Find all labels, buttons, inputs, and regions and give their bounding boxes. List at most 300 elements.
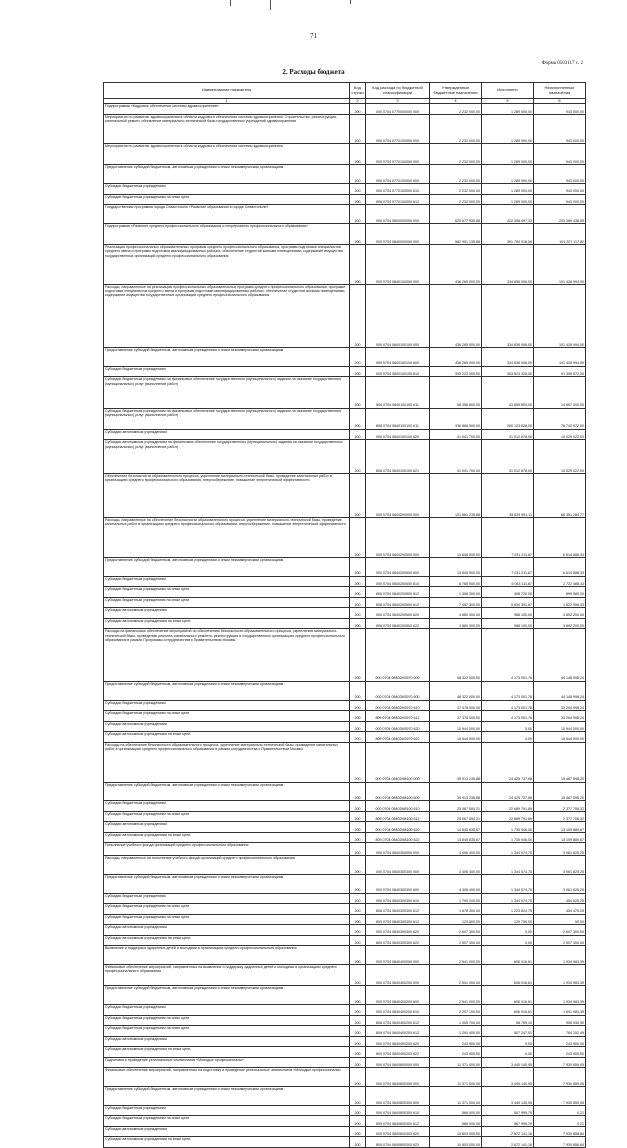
row-approved: 1 678 300,00 [430, 904, 482, 915]
row-code: 200 [350, 986, 366, 1005]
row-unexecuted: 243 900,00 [534, 1047, 586, 1058]
row-classification: 806 0704 0840100100 611 [366, 377, 430, 409]
row-unexecuted: 943 000,00 [534, 194, 586, 205]
row-name: Субсидии бюджетным учреждениям на иные цели [104, 1026, 350, 1037]
row-executed: 334 836 006,00 [482, 244, 534, 284]
row-code: 200 [350, 1015, 366, 1026]
row-unexecuted: 15 487 598,20 [534, 742, 586, 782]
row-name: Субсидии автономным учреждениям [104, 608, 350, 619]
table-row [104, 517, 586, 557]
table-row [104, 1005, 586, 1016]
row-executed: 35 629 951,11 [482, 473, 534, 517]
row-classification: 000 0704 0840000000 000 [366, 223, 430, 244]
row-approved: 2 232 000,00 [430, 114, 482, 143]
row-unexecuted: 0,21 [534, 1116, 586, 1127]
row-unexecuted: 1 934 983,39 [534, 965, 586, 986]
row-unexecuted: 10 029 022,00 [534, 429, 586, 440]
row-approved: 4 880 300,00 [430, 608, 482, 619]
table-row [104, 1015, 586, 1026]
row-approved: 14 845 835,67 [430, 822, 482, 833]
row-approved: 25 067 500,21 [430, 811, 482, 822]
table-row [104, 782, 586, 801]
table-row [104, 347, 586, 366]
row-code: 200 [350, 284, 366, 347]
section-title: 2. Расходы бюджета [282, 68, 345, 76]
row-name: Субсидии автономным учреждениям [104, 429, 350, 440]
table-row [104, 874, 586, 893]
row-approved: 10 944 000,00 [430, 721, 482, 732]
row-executed: 31 012 678,00 [482, 440, 534, 474]
table-row [104, 629, 586, 682]
row-code: 200 [350, 1086, 366, 1105]
row-unexecuted: 2 607 300,00 [534, 935, 586, 946]
row-unexecuted: 943 000,00 [534, 144, 586, 165]
table-row [104, 1126, 586, 1137]
row-approved: 2 541 000,00 [430, 965, 482, 986]
row-name: Субсидии бюджетным учреждениям на финансовое обеспечение государственного (муниципального) задания на оказание государственных (муниципальных) услуг (выполнение работ) [104, 377, 350, 409]
row-executed: 4 173 001,76 [482, 629, 534, 682]
row-name: Субсидии бюджетным учреждениям на иные цели [104, 597, 350, 608]
row-approved: 568 000,00 [430, 1105, 482, 1116]
row-code: 200 [350, 366, 366, 377]
row-classification: 000 0704 0840300300 620 [366, 925, 430, 936]
row-unexecuted: 101 428 994,00 [534, 347, 586, 366]
row-classification: 806 0704 0840400200 612 [366, 1015, 430, 1026]
row-unexecuted: 454 475,25 [534, 904, 586, 915]
row-classification: 000 0704 08402М3970 000 [366, 629, 430, 682]
row-name: Предоставление субсидий бюджетным, автономным учреждениям и иным некоммерческим организациям [104, 347, 350, 366]
row-executed: 988 100,00 [482, 608, 534, 619]
row-code: 200 [350, 1036, 366, 1047]
row-classification: 000 0704 0770100000 610 [366, 184, 430, 195]
row-name: Субсидии бюджетным учреждениям на иные цели [104, 904, 350, 915]
row-unexecuted: 943 000,00 [534, 184, 586, 195]
row-code: 200 [350, 184, 366, 195]
row-code: 200 [350, 801, 366, 812]
row-code: 200 [350, 557, 366, 576]
row-executed: 3 440 140,95 [482, 1068, 534, 1087]
table-row [104, 194, 586, 205]
row-code: 200 [350, 223, 366, 244]
row-approved: 336 866 500,00 [430, 408, 482, 429]
row-classification: 000 0704 0840800300 600 [366, 1086, 430, 1105]
row-name: Субсидии бюджетным учреждениям на иные цели [104, 587, 350, 598]
row-unexecuted: 2 607 300,00 [534, 925, 586, 936]
row-name: Предоставление субсидий бюджетным, автономным учреждениям и иным некоммерческим организациям [104, 1086, 350, 1105]
row-approved: 11 371 000,00 [430, 1068, 482, 1087]
table-row [104, 946, 586, 965]
row-approved: 1 291 400,00 [430, 1026, 482, 1037]
row-name: Реализация профессиональных образовательных программ среднего профессионального образования, программ подготовки специалистов среднего звена и программ подготовки квалифицированных рабочих, обеспечение студентов жилыми помещениями, содержание имущества государственных организаций среднего профессионального образования [104, 244, 350, 284]
row-executed: 98 769,10 [482, 1015, 534, 1026]
table-row [104, 377, 586, 409]
row-classification: 000 0704 0840200000 000 [366, 473, 430, 517]
row-unexecuted: 454 525,25 [534, 893, 586, 904]
row-classification: 000 0704 0770000000 000 [366, 104, 430, 115]
table-row [104, 855, 586, 874]
row-unexecuted: 1 822 908,33 [534, 597, 586, 608]
row-classification: 000 0704 0840300000 000 [366, 843, 430, 856]
table-row [104, 1068, 586, 1087]
table-row [104, 832, 586, 843]
row-approved: 243 900,00 [430, 1047, 482, 1058]
row-classification: 809 0704 0840300300 622 [366, 935, 430, 946]
row-executed: 0,00 [482, 925, 534, 936]
table-row [104, 801, 586, 812]
row-executed: 1 223 824,75 [482, 904, 534, 915]
row-classification: 000 0704 08402М3970 620 [366, 721, 430, 732]
row-unexecuted: 1 934 983,39 [534, 946, 586, 965]
table-row [104, 681, 586, 700]
row-executed: 507 247,51 [482, 1026, 534, 1037]
row-code: 200 [350, 832, 366, 843]
header-classification: Код расхода по бюджетной классификации [366, 83, 430, 99]
table-row [104, 700, 586, 711]
row-code: 200 [350, 576, 366, 587]
row-approved: 2 297 100,00 [430, 1005, 482, 1016]
row-executed: 0,00 [482, 721, 534, 732]
row-code: 200 [350, 732, 366, 743]
row-executed: 567 999,79 [482, 1116, 534, 1127]
row-code: 200 [350, 843, 366, 856]
table-row [104, 1057, 586, 1068]
row-name: Субсидии автономным учреждениям на иные цели [104, 1047, 350, 1058]
row-name: Субсидии бюджетным учреждениям на иные цели [104, 914, 350, 925]
row-executed: 0,00 [482, 732, 534, 743]
row-executed: 4 173 001,76 [482, 711, 534, 722]
row-classification: 809 0704 08402М3970 612 [366, 711, 430, 722]
row-executed: 408 720,00 [482, 587, 534, 598]
row-approved: 37 378 000,00 [430, 700, 482, 711]
row-approved: 13 645 900,00 [430, 557, 482, 576]
row-approved: 436 265 000,00 [430, 347, 482, 366]
row-unexecuted: 15 487 598,20 [534, 782, 586, 801]
table-row [104, 440, 586, 474]
row-executed: 22 689 791,89 [482, 811, 534, 822]
row-code: 200 [350, 1057, 366, 1068]
row-unexecuted: 7 930 858,84 [534, 1137, 586, 1148]
row-approved: 625 677 935,88 [430, 205, 482, 224]
row-classification: 000 0704 0840200500 600 [366, 557, 430, 576]
row-approved: 2 541 000,00 [430, 946, 482, 965]
row-executed: 1 344 574,75 [482, 855, 534, 874]
row-name: Субсидии автономным учреждениям на иные цели [104, 732, 350, 743]
row-classification: 000 0704 0840300300 610 [366, 893, 430, 904]
row-executed: 1 344 574,75 [482, 893, 534, 904]
row-code: 200 [350, 904, 366, 915]
row-classification: 000 0704 0840100100 600 [366, 347, 430, 366]
row-executed: 24 425 737,68 [482, 782, 534, 801]
row-name: Расходы, направленные на обеспечение безопасности образовательного процесса, укрепление материально-технической базы, проведение капитальных работ в организациях среднего профессионального образования, энергосбережение, повышение энергетической эффективности [104, 517, 350, 557]
table-row [104, 742, 586, 782]
row-name: Субсидии бюджетным учреждениям на иные цели [104, 711, 350, 722]
row-executed: 3 440 140,95 [482, 1086, 534, 1105]
row-classification: 000 0704 0840300300 600 [366, 874, 430, 893]
table-row [104, 165, 586, 184]
row-unexecuted: 2 377 708,32 [534, 801, 586, 812]
row-unexecuted: 943 000,00 [534, 104, 586, 115]
row-unexecuted: 7 930 859,05 [534, 1057, 586, 1068]
row-executed: 3 440 140,95 [482, 1057, 534, 1068]
row-approved: 48 322 000,00 [430, 681, 482, 700]
row-unexecuted: 3 061 825,25 [534, 855, 586, 874]
row-name: Субсидии бюджетным учреждениям [104, 576, 350, 587]
row-unexecuted: 33 204 998,24 [534, 700, 586, 711]
table-row [104, 914, 586, 925]
table-row [104, 114, 586, 143]
row-executed: 0,00 [482, 1047, 534, 1058]
row-approved: 58 356 800,00 [430, 377, 482, 409]
row-name: Субсидии автономным учреждениям [104, 721, 350, 732]
row-unexecuted: 3 061 825,25 [534, 843, 586, 856]
row-approved: 2 232 000,00 [430, 104, 482, 115]
row-classification: 806 0704 0840100100 621 [366, 440, 430, 474]
row-executed: 1 289 000,00 [482, 144, 534, 165]
table-row [104, 473, 586, 517]
row-name: Пополнение учебного фонда организаций среднего профессионального образования [104, 843, 350, 856]
row-classification: 809 0704 0840400200 622 [366, 1047, 430, 1058]
row-classification: 000 0704 0840400200 620 [366, 1036, 430, 1047]
column-number: 6 [534, 99, 586, 104]
table-row [104, 608, 586, 619]
form-label: Форма 0503117 с. 2 [541, 61, 583, 66]
row-approved: 2 607 300,00 [430, 925, 482, 936]
scan-mark [350, 0, 351, 4]
row-code: 200 [350, 165, 366, 184]
table-row [104, 284, 586, 347]
row-approved: 4 880 300,00 [430, 618, 482, 629]
row-approved: 11 371 000,00 [430, 1086, 482, 1105]
row-unexecuted: 50,00 [534, 914, 586, 925]
row-name: Мероприятия по развитию здравоохранения в области кадрового обеспечения системы здравоохранения. Строительство, реконструкция, капитальный ремонт, обновление материально-технической базы государственных учреждений здравоохранения [104, 114, 350, 143]
row-unexecuted: 784 152,49 [534, 1026, 586, 1037]
row-executed: 988 100,00 [482, 618, 534, 629]
row-unexecuted: 899 580,00 [534, 587, 586, 598]
row-classification: 806 0704 0840300300 612 [366, 904, 430, 915]
row-executed: 1 735 946,00 [482, 832, 534, 843]
row-classification: 809 0704 08402М3970 622 [366, 732, 430, 743]
row-unexecuted: 3 061 825,25 [534, 874, 586, 893]
table-row [104, 711, 586, 722]
table-row [104, 1086, 586, 1105]
row-unexecuted: 243 900,00 [534, 1036, 586, 1047]
row-code: 200 [350, 1047, 366, 1058]
row-unexecuted: 7 930 859,05 [534, 1086, 586, 1105]
row-classification: 000 0704 0840100000 000 [366, 244, 430, 284]
table-row [104, 557, 586, 576]
row-name: Расходы на обеспечение безопасности образовательного процесса, укрепление материально-технической базы, проведение капитальных работ в организациях среднего профессионального образования в рамках сотрудничества с Правительством Москвы [104, 742, 350, 782]
row-unexecuted: 3 892 200,00 [534, 608, 586, 619]
row-approved: 48 322 000,00 [430, 629, 482, 682]
row-unexecuted: 943 000,00 [534, 165, 586, 184]
row-code: 200 [350, 700, 366, 711]
row-approved: 4 406 400,00 [430, 855, 482, 874]
row-classification: 809 0704 08402М8100 612 [366, 811, 430, 822]
row-code: 200 [350, 629, 366, 682]
row-classification: 000 0704 0840100100 620 [366, 429, 430, 440]
row-classification: 000 0704 0840400200 000 [366, 965, 430, 986]
row-unexecuted: 7 930 858,84 [534, 1126, 586, 1137]
row-unexecuted: 14 657 000,00 [534, 377, 586, 409]
row-name: Субсидии автономным учреждениям на финансовое обеспечение государственного (муниципального) задания на оказание государственных (муниципальных) услуг (выполнение работ) [104, 440, 350, 474]
row-executed: 606 016,61 [482, 1005, 534, 1016]
row-unexecuted: 66 351 284,77 [534, 473, 586, 517]
row-classification: 000 0704 08402М8100 000 [366, 742, 430, 782]
row-approved: 8 765 000,00 [430, 576, 482, 587]
row-classification: 809 0704 0840800300 622 [366, 1137, 430, 1148]
table-row [104, 811, 586, 822]
row-code: 200 [350, 965, 366, 986]
row-classification: 000 0704 0840100100 610 [366, 366, 430, 377]
row-name: Субсидии автономным учреждениям [104, 822, 350, 833]
row-unexecuted: 0,21 [534, 1105, 586, 1116]
table-row [104, 184, 586, 195]
row-classification: 000 0704 08402М8100 600 [366, 782, 430, 801]
row-executed: 120 750,00 [482, 914, 534, 925]
row-classification: 000 0704 0800000000 000 [366, 205, 430, 224]
row-name: Подпрограмма «Развитие среднего профессионального образования и непрерывного профессионального образования» [104, 223, 350, 244]
row-executed: 1 289 000,00 [482, 165, 534, 184]
row-approved: 14 845 835,67 [430, 832, 482, 843]
row-classification: 000 0704 08402М3970 600 [366, 681, 430, 700]
row-approved: 436 265 000,00 [430, 244, 482, 284]
row-classification: 806 0704 0840200500 622 [366, 618, 430, 629]
column-number: 1 [104, 99, 350, 104]
row-code: 200 [350, 1005, 366, 1016]
row-executed: 303 823 328,00 [482, 366, 534, 377]
row-code: 200 [350, 822, 366, 833]
table-row [104, 1026, 586, 1037]
row-approved: 39 913 235,88 [430, 742, 482, 782]
row-approved: 11 371 000,00 [430, 1057, 482, 1068]
row-classification: 000 0704 0840200500 000 [366, 517, 430, 557]
row-unexecuted: 101 428 994,00 [534, 284, 586, 347]
row-name: Обеспечение безопасности образовательного процесса, укрепление материально-технической базы, проведение капитальных работ в организациях среднего профессионального образования, энергосбережение, повышение энергетической эффективности [104, 473, 350, 517]
row-unexecuted: 33 204 998,24 [534, 711, 586, 722]
row-unexecuted: 10 944 000,00 [534, 721, 586, 732]
row-classification: 000 0704 0840400200 600 [366, 986, 430, 1005]
row-name: Субсидии бюджетным учреждениям [104, 366, 350, 377]
row-executed: 422 308 497,33 [482, 205, 534, 224]
row-approved: 2 232 000,00 [430, 144, 482, 165]
column-number: 5 [482, 99, 534, 104]
row-unexecuted: 6 614 688,33 [534, 517, 586, 557]
row-classification: 000 0704 0840800300 620 [366, 1126, 430, 1137]
row-approved: 2 232 000,00 [430, 165, 482, 184]
row-executed: 31 012 678,00 [482, 429, 534, 440]
row-code: 200 [350, 517, 366, 557]
row-approved: 568 000,00 [430, 1116, 482, 1127]
row-classification: 000 0704 08402М8100 610 [366, 801, 430, 812]
row-code: 200 [350, 597, 366, 608]
row-executed: 2 872 141,16 [482, 1126, 534, 1137]
row-approved: 2 541 000,00 [430, 986, 482, 1005]
row-executed: 0,00 [482, 935, 534, 946]
row-executed: 334 836 006,00 [482, 284, 534, 347]
row-classification: 000 0704 0840400000 000 [366, 946, 430, 965]
row-code: 200 [350, 347, 366, 366]
header-executed: Исполнено [482, 83, 534, 99]
row-name: Финансовое обеспечение мероприятий, направленных на выявление и поддержку одаренных детей и молодежи в организациях среднего профессионального образования [104, 965, 350, 986]
row-code: 200 [350, 1137, 366, 1148]
table-row [104, 1047, 586, 1058]
row-name: Мероприятия по развитию здравоохранения в области кадрового обеспечения системы здравоохранения [104, 144, 350, 165]
row-approved: 39 913 235,88 [430, 782, 482, 801]
row-name: Предоставление субсидий бюджетным, автономным учреждениям и иным некоммерческим организациям [104, 165, 350, 184]
row-approved: 436 265 000,00 [430, 284, 482, 347]
row-code: 200 [350, 114, 366, 143]
row-executed: 1 735 946,00 [482, 822, 534, 833]
row-approved: 101 981 235,88 [430, 473, 482, 517]
row-code: 200 [350, 440, 366, 474]
table-row [104, 721, 586, 732]
table-row [104, 618, 586, 629]
row-approved: 10 803 000,00 [430, 1126, 482, 1137]
row-code: 200 [350, 855, 366, 874]
row-executed: 1 289 000,00 [482, 194, 534, 205]
header-approved: Утвержденные бюджетные назначения [430, 83, 482, 99]
row-unexecuted: 91 399 972,00 [534, 366, 586, 377]
row-code: 200 [350, 429, 366, 440]
row-code: 200 [350, 782, 366, 801]
row-code: 200 [350, 608, 366, 619]
row-unexecuted: 2 377 708,32 [534, 811, 586, 822]
table-row [104, 935, 586, 946]
row-classification: 806 0704 0840200500 612 [366, 587, 430, 598]
row-code: 200 [350, 244, 366, 284]
row-executed: 24 425 737,68 [482, 742, 534, 782]
row-code: 200 [350, 408, 366, 429]
table-row [104, 1116, 586, 1127]
page-number: 71 [310, 32, 317, 40]
row-classification: 000 0704 0840800000 000 [366, 1057, 430, 1068]
row-name: Финансовое обеспечение мероприятий, направленных на подготовку и проведение региональных чемпионатов «Молодые профессионалы» [104, 1068, 350, 1087]
row-unexecuted: 203 369 438,55 [534, 205, 586, 224]
table-row [104, 965, 586, 986]
row-approved: 13 646 000,00 [430, 517, 482, 557]
row-code: 200 [350, 811, 366, 822]
row-approved: 2 607 300,00 [430, 935, 482, 946]
row-executed: 567 999,79 [482, 1105, 534, 1116]
row-name: Субсидии бюджетным учреждениям [104, 184, 350, 195]
column-number: 3 [366, 99, 430, 104]
row-name: Субсидии бюджетным учреждениям на иные цели [104, 1116, 350, 1127]
row-classification: 806 0704 0770100000 612 [366, 194, 430, 205]
row-approved: 1 005 700,00 [430, 1015, 482, 1026]
row-name: Субсидии бюджетным учреждениям на иные цели [104, 1015, 350, 1026]
row-unexecuted: 7 930 859,05 [534, 1068, 586, 1087]
row-executed: 334 836 006,00 [482, 347, 534, 366]
header-name: Наименование показателя [104, 83, 350, 99]
row-code: 200 [350, 681, 366, 700]
row-name: Субсидии бюджетным учреждениям [104, 893, 350, 904]
row-approved: 37 378 000,00 [430, 711, 482, 722]
row-name: Субсидии бюджетным учреждениям [104, 801, 350, 812]
row-code: 200 [350, 205, 366, 224]
row-code: 200 [350, 935, 366, 946]
row-name: Предоставление субсидий бюджетным, автономным учреждениям и иным некоммерческим организациям [104, 874, 350, 893]
table-row [104, 597, 586, 608]
row-code: 200 [350, 1026, 366, 1037]
row-executed: 391 784 018,06 [482, 223, 534, 244]
row-classification: 000 0704 0840100100 000 [366, 284, 430, 347]
table-row [104, 986, 586, 1005]
row-name: Выявление и поддержка одаренных детей и молодежи в организациях среднего профессионального образования [104, 946, 350, 965]
row-name: Предоставление субсидий бюджетным, автономным учреждениям и иным некоммерческим организациям [104, 986, 350, 1005]
row-classification: 808 0704 0840100100 611 [366, 408, 430, 429]
row-executed: 2 872 141,16 [482, 1137, 534, 1148]
row-classification: 000 0704 0840800300 000 [366, 1068, 430, 1087]
